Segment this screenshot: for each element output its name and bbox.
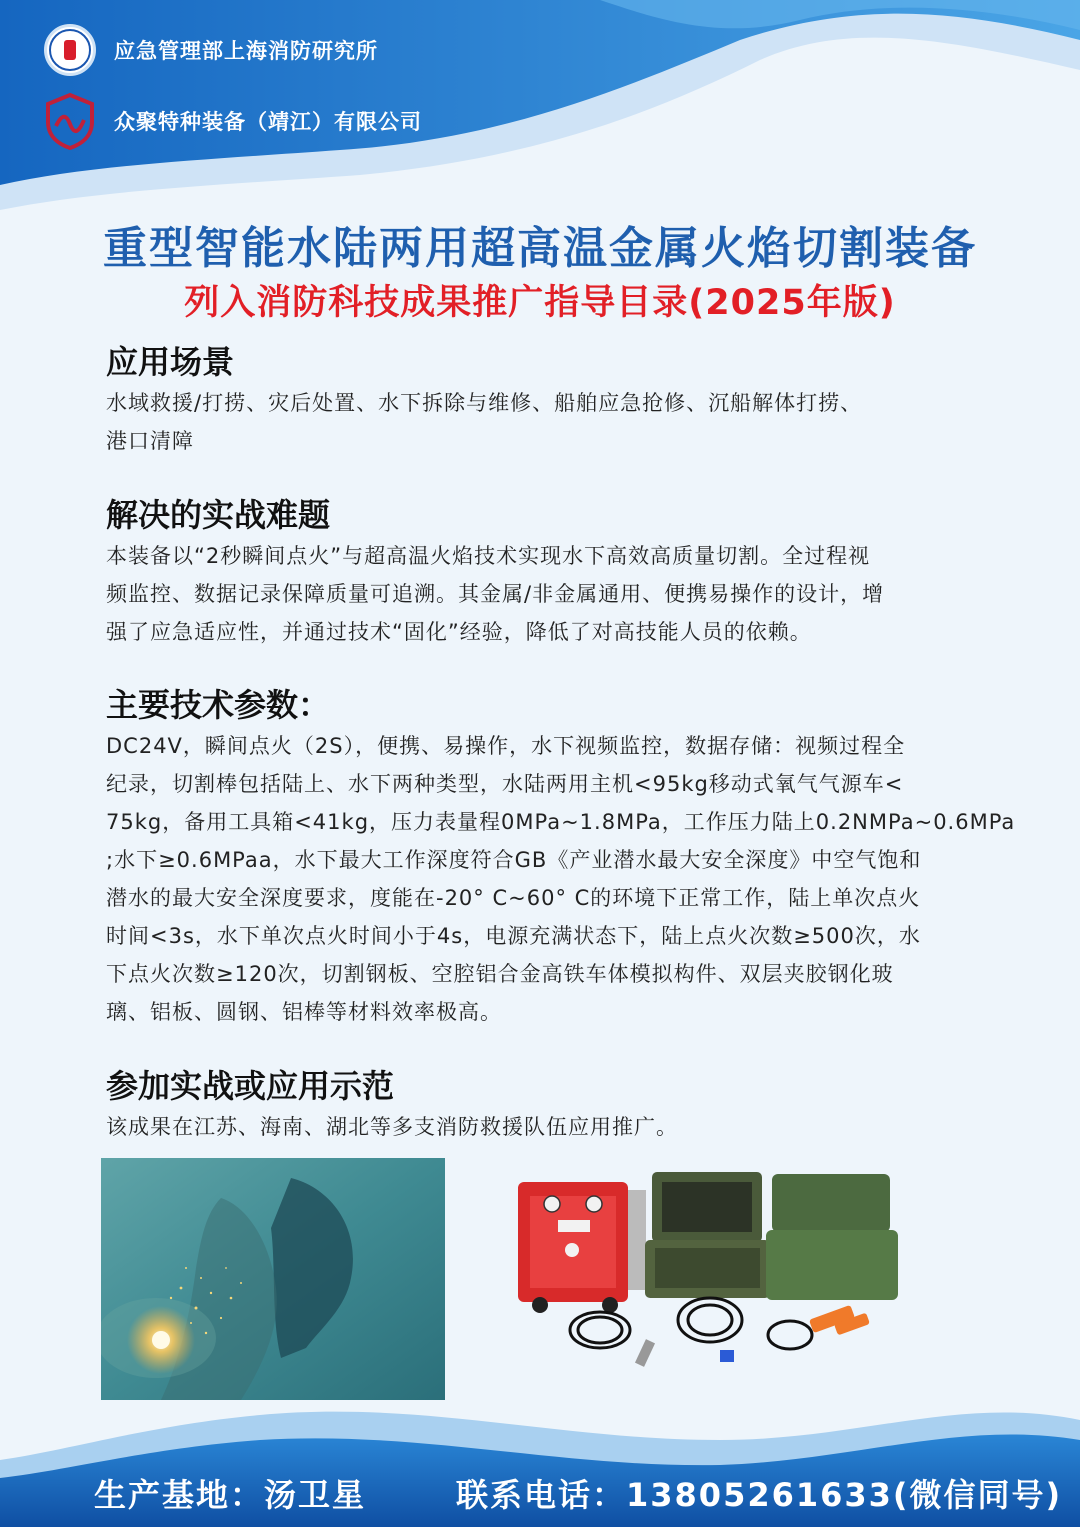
equipment-set-photo — [510, 1160, 910, 1375]
section-line: 本装备以“2秒瞬间点火”与超高温火焰技术实现水下高效高质量切割。全过程视 — [106, 544, 871, 568]
org1-name: 应急管理部上海消防研究所 — [114, 39, 378, 63]
section-heading: 应用场景 — [106, 343, 235, 381]
section-problems — [106, 495, 1016, 651]
section-line: 港口清障 — [106, 429, 194, 453]
org2-name: 众聚特种装备（靖江）有限公司 — [114, 110, 422, 134]
section-heading: 参加实战或应用示范 — [106, 1067, 395, 1105]
section-line: 潜水的最大安全深度要求，度能在-20° C~60° C的环境下正常工作，陆上单次点火 — [106, 886, 921, 910]
fire-research-seal-icon — [44, 24, 96, 76]
section-line: 水域救援/打捞、灾后处置、水下拆除与维修、船舶应急抢修、沉船解体打捞、 — [106, 391, 863, 415]
page-subtitle: 列入消防科技成果推广指导目录(2025年版) — [184, 283, 896, 323]
section-line: 纪录，切割棒包括陆上、水下两种类型，水陆两用主机<95kg移动式氧气气源车< — [106, 772, 904, 796]
section-demonstration — [106, 1066, 1016, 1146]
page-title: 重型智能水陆两用超高温金属火焰切割装备 — [103, 223, 977, 274]
section-specs — [106, 685, 1016, 1031]
section-line: 该成果在江苏、海南、湖北等多支消防救援队伍应用推广。 — [106, 1115, 678, 1139]
underwater-cutting-photo — [101, 1158, 445, 1400]
section-line: ;水下≥0.6MPaa，水下最大工作深度符合GB《产业潜水最大安全深度》中空气饱和 — [106, 848, 922, 872]
footer-base: 生产基地：汤卫星 — [94, 1476, 367, 1514]
section-line: 璃、铝板、圆钢、铝棒等材料效率极高。 — [106, 1000, 502, 1024]
section-heading: 主要技术参数： — [106, 686, 331, 724]
section-line: DC24V，瞬间点火（2S），便携、易操作，水下视频监控，数据存储：视频过程全 — [106, 734, 906, 758]
header-org1 — [44, 24, 378, 76]
section-line: 频监控、数据记录保障质量可追溯。其金属/非金属通用、便携易操作的设计，增 — [106, 582, 885, 606]
footer-phone: 联系电话：13805261633(微信同号) — [456, 1476, 1063, 1514]
shield-wave-logo-icon — [44, 92, 96, 150]
section-application — [106, 342, 1016, 460]
section-line: 75kg，备用工具箱<41kg，压力表量程0MPa~1.8MPa，工作压力陆上0.2NMPa~0.6MPa — [106, 810, 1016, 834]
section-line: 强了应急适应性，并通过技术“固化”经验，降低了对高技能人员的依赖。 — [106, 620, 812, 644]
section-line: 时间<3s，水下单次点火时间小于4s，电源充满状态下，陆上点火次数≥500次，水 — [106, 924, 921, 948]
section-line: 下点火次数≥120次，切割钢板、空腔铝合金高铁车体模拟构件、双层夹胶钢化玻 — [106, 962, 894, 986]
section-heading: 解决的实战难题 — [106, 496, 331, 534]
header-org2 — [44, 92, 422, 150]
